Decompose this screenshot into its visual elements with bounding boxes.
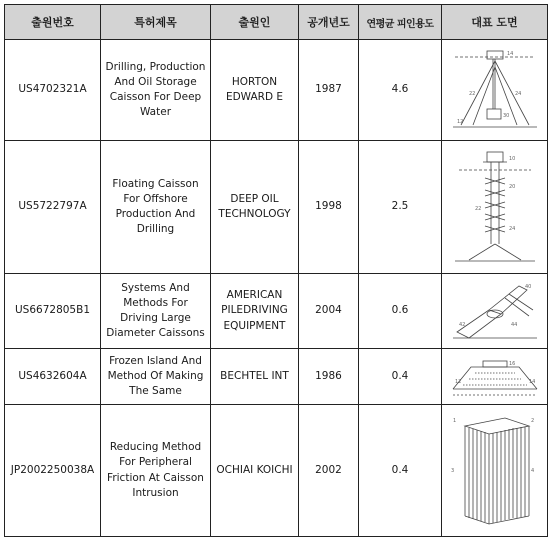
citation-rate: 0.4 bbox=[359, 405, 442, 537]
table-row bbox=[5, 349, 548, 405]
header-applicant: 출원인 bbox=[211, 5, 299, 40]
patent-title: Systems And Methods For Driving Large Diameter Caissons bbox=[101, 274, 211, 349]
svg-text:1: 1 bbox=[452, 417, 456, 424]
svg-text:10: 10 bbox=[508, 156, 515, 162]
header-publication-year: 공개년도 bbox=[299, 5, 359, 40]
header-citation-rate: 연평균 피인용도 bbox=[359, 5, 442, 40]
svg-text:16: 16 bbox=[508, 360, 515, 367]
svg-text:40: 40 bbox=[524, 284, 531, 290]
svg-text:44: 44 bbox=[510, 322, 517, 328]
application-number: US6672805B1 bbox=[5, 274, 101, 349]
header-application-number: 출원번호 bbox=[5, 5, 101, 40]
table-row bbox=[5, 274, 548, 349]
svg-text:22: 22 bbox=[468, 91, 475, 97]
table-row bbox=[5, 405, 548, 537]
svg-text:22: 22 bbox=[474, 206, 481, 212]
applicant: AMERICAN PILEDRIVING EQUIPMENT bbox=[211, 274, 299, 349]
svg-text:14: 14 bbox=[506, 51, 513, 57]
application-number: US4702321A bbox=[5, 40, 101, 141]
publication-year: 2002 bbox=[299, 405, 359, 537]
svg-text:2: 2 bbox=[530, 417, 534, 424]
representative-drawing bbox=[442, 141, 548, 274]
publication-year: 1987 bbox=[299, 40, 359, 141]
patent-table bbox=[4, 4, 548, 537]
patent-title: Frozen Island And Method Of Making The Same bbox=[101, 349, 211, 405]
svg-text:42: 42 bbox=[458, 322, 465, 328]
application-number: US4632604A bbox=[5, 349, 101, 405]
application-number: JP2002250038A bbox=[5, 405, 101, 537]
tension-leg-platform-drawing bbox=[449, 47, 541, 133]
applicant: DEEP OIL TECHNOLOGY bbox=[211, 141, 299, 274]
citation-rate: 0.4 bbox=[359, 349, 442, 405]
svg-text:12: 12 bbox=[454, 378, 461, 385]
publication-year: 1998 bbox=[299, 141, 359, 274]
frozen-island-drawing bbox=[449, 355, 541, 399]
table-row bbox=[5, 40, 548, 141]
patent-title: Drilling, Production And Oil Storage Caisson For Deep Water bbox=[101, 40, 211, 141]
header-row bbox=[5, 5, 548, 40]
table-row bbox=[5, 141, 548, 274]
citation-rate: 4.6 bbox=[359, 40, 442, 141]
svg-text:24: 24 bbox=[514, 91, 521, 97]
header-patent-title: 특허제목 bbox=[101, 5, 211, 40]
svg-text:20: 20 bbox=[508, 184, 515, 190]
header-drawing: 대표 도면 bbox=[442, 5, 548, 40]
publication-year: 1986 bbox=[299, 349, 359, 405]
citation-rate: 0.6 bbox=[359, 274, 442, 349]
patent-title: Floating Caisson For Offshore Production And Drilling bbox=[101, 141, 211, 274]
representative-drawing bbox=[442, 274, 548, 349]
publication-year: 2004 bbox=[299, 274, 359, 349]
svg-text:3: 3 bbox=[450, 467, 454, 474]
citation-rate: 2.5 bbox=[359, 141, 442, 274]
patent-title: Reducing Method For Peripheral Friction At Caisson Intrusion bbox=[101, 405, 211, 537]
applicant: OCHIAI KOICHI bbox=[211, 405, 299, 537]
applicant: BECHTEL INT bbox=[211, 349, 299, 405]
svg-text:14: 14 bbox=[528, 378, 535, 385]
representative-drawing bbox=[442, 405, 548, 537]
applicant: HORTON EDWARD E bbox=[211, 40, 299, 141]
representative-drawing bbox=[442, 349, 548, 405]
svg-text:30: 30 bbox=[502, 113, 509, 119]
svg-text:4: 4 bbox=[530, 467, 534, 474]
floating-caisson-drawing bbox=[449, 148, 541, 266]
application-number: US5722797A bbox=[5, 141, 101, 274]
svg-text:24: 24 bbox=[508, 226, 515, 232]
representative-drawing bbox=[442, 40, 548, 141]
caisson-box-drawing bbox=[449, 412, 541, 530]
svg-text:12: 12 bbox=[456, 119, 463, 125]
pile-driving-drawing bbox=[449, 280, 541, 342]
